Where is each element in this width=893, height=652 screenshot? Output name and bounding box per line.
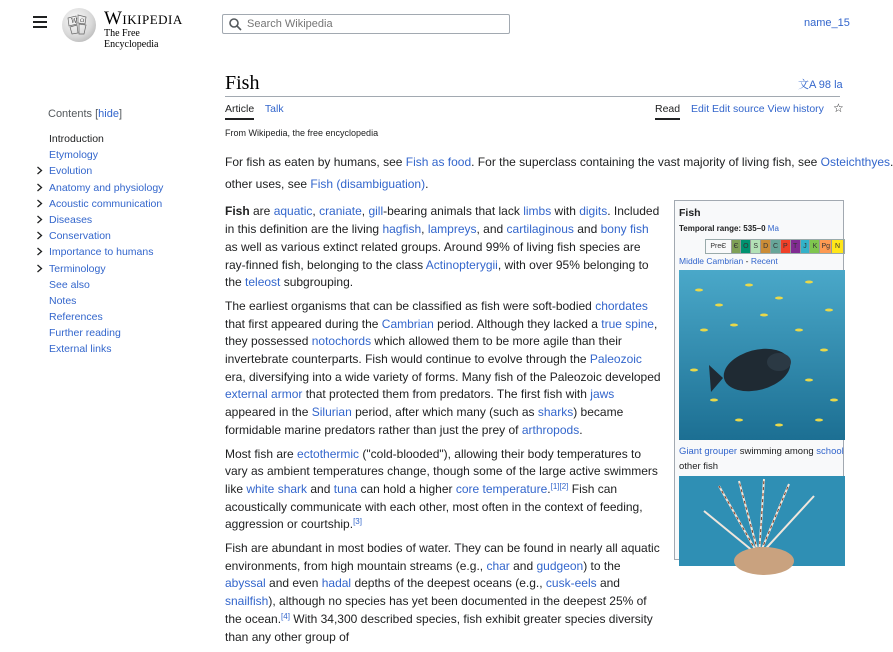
text: that protected them from predators. The first fish with xyxy=(302,387,591,402)
toc-item-label[interactable]: Evolution xyxy=(49,165,93,178)
link[interactable]: Silurian xyxy=(311,405,352,420)
citation[interactable]: [3] xyxy=(353,517,362,527)
hatnote-text: . xyxy=(425,176,429,191)
link[interactable]: Paleozoic xyxy=(589,352,642,367)
chevron-right-icon[interactable] xyxy=(36,183,43,192)
text: period. Although they lacked a xyxy=(433,316,602,331)
link-ma[interactable]: Ma xyxy=(767,224,779,233)
toc-item-label[interactable]: Conservation xyxy=(49,230,111,243)
infobox xyxy=(674,200,844,560)
period-separator: - xyxy=(743,256,751,266)
text: and xyxy=(596,576,620,591)
link[interactable]: sharks xyxy=(537,405,574,420)
toc-title-label: Contents xyxy=(48,108,93,120)
toc-item-importance-to-humans[interactable] xyxy=(36,245,206,261)
link-fish-disambiguation[interactable]: Fish (disambiguation) xyxy=(310,176,426,191)
language-button[interactable] xyxy=(798,76,843,92)
title-divider xyxy=(225,96,840,97)
text: Fish are abundant in most bodies of water. They can be found in nearly all aquatic environments, from high mountain streams (e.g., xyxy=(225,541,660,573)
text: period, after which many (such as xyxy=(351,405,538,420)
link[interactable]: craniate xyxy=(319,204,362,219)
text: , they possessed xyxy=(225,316,658,349)
link[interactable]: hagfish xyxy=(382,222,422,237)
link[interactable]: Cambrian xyxy=(381,316,434,331)
text: and even xyxy=(265,576,322,591)
toc-item-label[interactable]: Terminology xyxy=(49,262,106,275)
search-input[interactable] xyxy=(247,16,505,32)
link-fish-as-food[interactable]: Fish as food xyxy=(405,155,472,169)
toc-item-label[interactable]: Importance to humans xyxy=(49,246,154,259)
toc-item-label[interactable]: See also xyxy=(49,278,90,291)
toc-item-label[interactable]: Anatomy and physiology xyxy=(49,181,164,194)
timebar-period[interactable]: K xyxy=(810,240,820,253)
infobox-title: Fish xyxy=(679,207,701,219)
toc-item-label: Introduction xyxy=(49,133,104,145)
text: , xyxy=(421,222,428,237)
main-menu-icon[interactable] xyxy=(33,16,48,29)
timebar-period[interactable]: J xyxy=(801,240,811,253)
link[interactable]: aquatic xyxy=(273,204,313,219)
text: that first appeared during the xyxy=(225,316,382,331)
text: depths of the deepest oceans (e.g., xyxy=(351,576,546,591)
text: Most fish are xyxy=(225,446,298,461)
link[interactable]: white shark xyxy=(246,481,308,496)
table-of-contents xyxy=(36,108,206,359)
logo-tagline: The Free Encyclopedia xyxy=(104,28,159,50)
page-title: Fish xyxy=(225,72,260,94)
link-recent[interactable]: Recent xyxy=(750,256,778,266)
timebar-period[interactable]: S xyxy=(751,240,761,253)
lionfish-photo[interactable] xyxy=(679,476,845,566)
hatnote-text: other uses, see xyxy=(225,176,311,191)
toc-item-introduction[interactable] xyxy=(36,132,206,148)
toc-item-conservation[interactable] xyxy=(36,229,206,245)
text: as well as various extinct related groups. Around 99% of living fish species are ray-finned fish, belonging to the class xyxy=(225,239,641,272)
text: . xyxy=(579,422,583,437)
search-icon xyxy=(229,18,242,31)
link-middle-cambrian[interactable]: Middle Cambrian xyxy=(679,256,744,266)
wikipedia-logo[interactable] xyxy=(62,7,192,50)
toc-title: Contents [hide] xyxy=(48,108,123,120)
timebar-period[interactable]: T xyxy=(791,240,801,253)
link[interactable]: digits xyxy=(579,204,608,219)
puzzle-globe-icon xyxy=(62,8,96,42)
paragraph-evolution xyxy=(225,298,663,440)
text: and xyxy=(573,222,601,237)
timebar-period[interactable]: O xyxy=(741,240,751,253)
hatnote-text: For fish as eaten by humans, see xyxy=(225,155,406,169)
link[interactable]: Actinopterygii xyxy=(425,257,498,272)
text: appeared in the xyxy=(225,405,312,420)
link[interactable]: hadal xyxy=(321,576,352,591)
link[interactable]: notochords xyxy=(311,334,372,349)
chevron-right-icon[interactable] xyxy=(36,215,43,224)
text: . Included in this definition are the living xyxy=(225,204,660,237)
text: ) to the xyxy=(583,558,621,573)
text: are xyxy=(249,204,274,219)
search-box[interactable] xyxy=(222,14,510,34)
link[interactable]: gill xyxy=(368,204,384,219)
toc-item-diseases[interactable] xyxy=(36,213,206,229)
timebar-period[interactable]: Є xyxy=(732,240,742,253)
link[interactable]: core temperature xyxy=(455,481,548,496)
toc-item-further-reading[interactable] xyxy=(36,326,206,342)
language-count: 98 la xyxy=(818,79,843,91)
tab-talk[interactable]: Talk xyxy=(264,103,284,115)
text: Fish can acoustically communicate with each other, most often in the context of feeding, aggression or courtship. xyxy=(225,481,643,532)
tab-edit-source[interactable]: Edit source xyxy=(712,103,765,115)
toc-list xyxy=(36,132,206,359)
text: The earliest organisms that can be classified as fish were soft-bodied xyxy=(225,298,596,313)
toc-item-label[interactable]: Further reading xyxy=(49,327,121,340)
link[interactable]: ectothermic xyxy=(297,446,360,461)
tab-article[interactable]: Article xyxy=(225,103,254,120)
grouper-photo[interactable] xyxy=(679,270,845,440)
link-school[interactable]: school xyxy=(816,446,844,457)
toc-item-notes[interactable] xyxy=(36,294,206,310)
caption-text: other fish xyxy=(679,460,719,472)
link-osteichthyes[interactable]: Osteichthyes xyxy=(820,155,891,169)
link[interactable]: cusk-eels xyxy=(545,576,597,591)
toc-item-label[interactable]: References xyxy=(49,311,103,324)
chevron-right-icon[interactable] xyxy=(36,231,43,240)
link[interactable]: teleost xyxy=(245,275,281,290)
text: ) became formidable marine predators rather than just the prey of xyxy=(225,405,624,437)
chevron-right-icon[interactable] xyxy=(36,166,43,175)
watchlist-star-icon[interactable]: ☆ xyxy=(833,101,844,115)
text: with xyxy=(551,204,580,219)
link[interactable]: char xyxy=(486,558,510,573)
timebar-period[interactable]: PreЄ xyxy=(706,240,732,253)
hatnote xyxy=(225,154,891,172)
logo-wordmark: Wikipedia xyxy=(104,8,183,29)
link[interactable]: cartilaginous xyxy=(506,222,574,237)
text: , xyxy=(312,204,320,219)
toc-hide-link[interactable]: hide xyxy=(98,108,119,120)
link[interactable]: true spine xyxy=(601,316,654,331)
text: -bearing animals that lack xyxy=(383,204,524,219)
citation[interactable]: [1] xyxy=(550,481,560,491)
link[interactable]: external armor xyxy=(225,387,303,402)
chevron-right-icon[interactable] xyxy=(36,247,43,256)
temporal-period xyxy=(679,256,778,266)
namespace-tabs xyxy=(225,103,284,120)
text: ), although no species has yet been documented in the deepest 25% of the ocean. xyxy=(225,594,647,626)
hatnote-continued xyxy=(225,176,663,194)
toc-item-anatomy-and-physiology[interactable] xyxy=(36,181,206,197)
link[interactable]: snailfish xyxy=(225,594,269,609)
toc-item-acoustic-communication[interactable] xyxy=(36,197,206,213)
svg-text:W: W xyxy=(71,18,78,25)
infobox-caption xyxy=(679,445,849,474)
text: , and xyxy=(476,222,507,237)
toc-item-see-also[interactable] xyxy=(36,278,206,294)
toc-item-label[interactable]: Notes xyxy=(49,294,77,307)
link[interactable]: gudgeon xyxy=(536,558,584,573)
temporal-range xyxy=(679,224,779,233)
paragraph-habitat xyxy=(225,540,663,646)
chevron-right-icon[interactable] xyxy=(36,264,43,273)
link[interactable]: jaws xyxy=(590,387,615,402)
temporal-label: Temporal range: 535–0 xyxy=(679,224,766,233)
text: , xyxy=(361,204,369,219)
link[interactable]: arthropods xyxy=(521,422,580,437)
link[interactable]: lampreys xyxy=(427,222,477,237)
text: , with over 95% belonging to the xyxy=(225,257,649,290)
bold-term: Fish xyxy=(225,204,250,219)
paragraph-intro xyxy=(225,203,663,292)
text: which allowed them to be more agile than their invertebrate counterparts. Fish would continue to evolve through the xyxy=(225,334,622,367)
toc-item-etymology[interactable] xyxy=(36,148,206,164)
header xyxy=(0,0,850,50)
text: . xyxy=(547,481,551,496)
from-line: From Wikipedia, the free encyclopedia xyxy=(225,128,379,138)
tab-edit[interactable]: Edit xyxy=(691,103,710,115)
text: ("cold-blooded"), allowing their body temperatures to vary as ambient temperatures change, though some of the large active swimmers like xyxy=(225,446,658,496)
toc-item-label[interactable]: Etymology xyxy=(49,149,99,162)
citation[interactable]: [4] xyxy=(281,611,290,621)
geologic-timebar xyxy=(705,239,845,254)
toc-item-evolution[interactable] xyxy=(36,164,206,180)
timebar-period[interactable]: P xyxy=(781,240,791,253)
text: era, diversifying into a wide variety of forms. Many fish of the Paleozoic developed xyxy=(225,369,661,384)
caption-text: swimming among xyxy=(737,446,817,457)
timebar-period[interactable]: N xyxy=(832,240,844,253)
chevron-right-icon[interactable] xyxy=(36,199,43,208)
toc-item-references[interactable] xyxy=(36,310,206,326)
link-giant-grouper[interactable]: Giant grouper xyxy=(679,446,738,457)
toc-item-label[interactable]: External links xyxy=(49,343,112,356)
user-link[interactable]: name_15 xyxy=(804,17,850,29)
view-tabs xyxy=(655,103,824,120)
timebar-period[interactable]: C xyxy=(771,240,781,253)
link[interactable]: tuna xyxy=(333,481,358,496)
timebar-period[interactable]: D xyxy=(761,240,771,253)
timebar-period[interactable]: Pg xyxy=(820,240,832,253)
translate-icon: 文A xyxy=(798,79,816,91)
hatnote-text: . For the superclass containing the vast majority of living fish, see xyxy=(471,155,821,169)
link[interactable]: chordates xyxy=(595,298,648,313)
text: With 34,300 described species, fish exhibit greater species diversity than any other group of xyxy=(225,611,653,644)
tab-read[interactable]: Read xyxy=(655,103,680,120)
toc-item-external-links[interactable] xyxy=(36,342,206,358)
link[interactable]: limbs xyxy=(523,204,552,219)
text: can hold a higher xyxy=(357,481,456,496)
svg-text:Ω: Ω xyxy=(80,18,85,24)
toc-item-terminology[interactable] xyxy=(36,262,206,278)
citation[interactable]: [2] xyxy=(559,481,569,491)
link[interactable]: abyssal xyxy=(225,576,266,591)
toc-item-label[interactable]: Acoustic communication xyxy=(49,197,163,210)
toc-item-label[interactable]: Diseases xyxy=(49,213,93,226)
link[interactable]: bony fish xyxy=(600,222,649,237)
paragraph-physiology xyxy=(225,446,663,535)
text: subgrouping. xyxy=(280,275,354,290)
text: and xyxy=(509,558,537,573)
tab-view-history[interactable]: View history xyxy=(767,103,824,115)
text: and xyxy=(307,481,334,496)
